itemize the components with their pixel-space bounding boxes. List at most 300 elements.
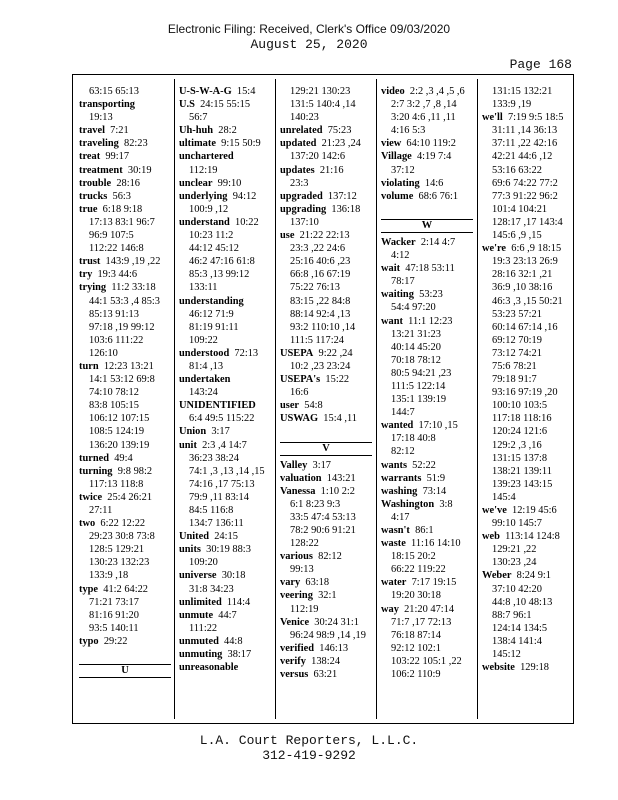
entry-word: try <box>79 269 93 281</box>
entry-word: underlying <box>179 190 228 202</box>
index-entry <box>280 589 372 602</box>
entry-word: upgraded <box>280 190 323 202</box>
entry-refs: 114:4 <box>221 596 251 608</box>
entry-continuation: 111:22 <box>189 622 218 634</box>
index-entry <box>179 543 271 556</box>
entry-refs: 41:2 64:22 <box>98 583 148 595</box>
index-entry <box>79 491 171 504</box>
entry-continuation: 81:19 91:11 <box>189 321 239 333</box>
date-header: August 25, 2020 <box>250 37 368 52</box>
entry-word: typo <box>79 635 99 647</box>
entry-word: understanding <box>179 295 244 307</box>
entry-refs: 75:23 <box>322 125 352 137</box>
index-entry <box>280 642 372 655</box>
index-entry <box>179 137 271 150</box>
index-entry <box>179 648 271 661</box>
section-letter: U <box>79 664 171 678</box>
index-entry <box>280 347 372 360</box>
index-entry <box>381 459 473 472</box>
index-entry <box>79 635 171 648</box>
index-entry <box>381 498 473 511</box>
entry-continuation: 80:5 94:21 ,23 <box>391 367 452 379</box>
entry-continuation: 93:16 97:19 ,20 <box>492 387 558 399</box>
entry-word: units <box>179 544 201 556</box>
entry-word: unchartered <box>179 151 234 163</box>
index-entry <box>79 164 171 177</box>
index-column-3 <box>280 85 372 681</box>
entry-word: unmuted <box>179 635 219 647</box>
entry-continuation: 129:21 ,22 <box>492 544 537 556</box>
entry-word: way <box>381 603 399 615</box>
entry-word: U.S <box>179 99 195 111</box>
entry-continuation: 31:8 34:23 <box>189 583 234 595</box>
entry-refs: 14:6 <box>419 177 444 189</box>
entry-continuation: 36:9 ,10 38:16 <box>492 282 553 294</box>
entry-refs: 99:10 <box>212 177 242 189</box>
entry-word: turning <box>79 465 113 477</box>
entry-continuation: 54:4 97:20 <box>391 302 436 314</box>
entry-continuation: 37:10 42:20 <box>492 583 542 595</box>
entry-continuation: 25:16 40:6 ,23 <box>290 256 351 268</box>
entry-word: we're <box>482 243 507 255</box>
entry-refs: 44:8 <box>218 635 243 647</box>
entry-continuation: 92:12 102:1 <box>391 642 441 654</box>
entry-continuation: 78:2 90:6 91:21 <box>290 525 356 536</box>
entry-refs: 86:1 <box>409 525 434 536</box>
entry-continuation: 74:10 78:12 <box>89 387 139 399</box>
entry-continuation: 101:4 104:21 <box>492 203 548 215</box>
entry-refs: 6:18 9:18 <box>97 203 143 215</box>
index-entry <box>79 203 171 216</box>
index-entry <box>79 583 171 596</box>
spacer <box>280 425 372 438</box>
index-entry <box>482 661 574 674</box>
index-entry <box>381 262 473 275</box>
entry-refs: 30:24 31:1 <box>309 616 359 628</box>
entry-word: user <box>280 400 300 412</box>
entry-continuation: 23:3 ,22 24:6 <box>290 243 346 255</box>
index-column-4 <box>381 85 473 681</box>
entry-refs: 19:3 44:6 <box>92 269 138 281</box>
entry-refs: 29:22 <box>98 635 128 647</box>
entry-word: volume <box>381 190 414 202</box>
index-box <box>72 74 574 724</box>
entry-refs: 28:16 <box>111 177 141 189</box>
entry-refs: 63:21 <box>308 669 338 681</box>
entry-continuation: 85:3 ,13 99:12 <box>189 269 250 281</box>
entry-refs: 10:22 <box>229 216 259 228</box>
index-entry <box>280 229 372 242</box>
index-entry <box>79 150 171 163</box>
entry-refs: 7:21 <box>104 125 129 137</box>
entry-word: unclear <box>179 177 213 189</box>
entry-continuation: 79:18 91:7 <box>492 374 537 386</box>
entry-refs: 25:4 26:21 <box>102 491 153 503</box>
index-entry <box>179 635 271 648</box>
footer-company: L.A. Court Reporters, L.L.C. <box>199 733 419 748</box>
entry-word: Washington <box>381 498 435 510</box>
entry-word: updates <box>280 164 315 176</box>
entry-word: wait <box>381 263 401 275</box>
index-entry <box>482 242 574 255</box>
entry-word: trust <box>79 256 101 268</box>
entry-refs: 30:19 <box>122 164 152 176</box>
entry-continuation: 27:11 <box>89 505 113 516</box>
index-entry <box>280 124 372 137</box>
index-entry <box>79 137 171 150</box>
entry-continuation: 109:20 <box>189 557 218 569</box>
entry-continuation: 83:15 ,22 84:8 <box>290 295 351 307</box>
entry-continuation: 70:18 78:12 <box>391 354 441 366</box>
entry-word: vary <box>280 577 301 589</box>
entry-refs: 63:18 <box>300 577 330 589</box>
entry-word: wasn't <box>381 525 410 536</box>
entry-refs: 113:14 124:8 <box>499 531 560 543</box>
entry-continuation: 37:11 ,22 42:16 <box>492 138 558 150</box>
entry-refs: 9:22 ,24 <box>313 347 353 359</box>
entry-continuation: 16:6 <box>290 387 309 399</box>
entry-continuation: 69:12 70:19 <box>492 334 542 346</box>
entry-refs: 138:24 <box>305 655 341 667</box>
entry-continuation: 100:10 103:5 <box>492 400 548 412</box>
entry-continuation: 93:5 140:11 <box>89 622 139 634</box>
entry-continuation: 71:7 ,17 72:13 <box>391 616 452 628</box>
entry-continuation: 131:15 137:8 <box>492 452 548 464</box>
entry-word: verified <box>280 642 315 654</box>
entry-continuation: 29:23 30:8 73:8 <box>89 531 155 543</box>
entry-refs: 11:1 12:23 <box>402 315 453 327</box>
entry-continuation: 145:4 <box>492 491 516 503</box>
entry-refs: 53:23 <box>413 289 443 301</box>
index-entry <box>280 412 372 425</box>
entry-refs: 11:2 33:18 <box>106 282 156 294</box>
entry-refs: 3:8 <box>434 498 453 510</box>
entry-refs: 38:17 <box>222 649 252 661</box>
entry-word: true <box>79 203 98 215</box>
entry-refs: 30:19 88:3 <box>200 544 251 556</box>
entry-word: transporting <box>79 99 135 111</box>
entry-continuation: 100:9 ,12 <box>189 203 229 215</box>
entry-continuation: 85:13 91:13 <box>89 308 139 320</box>
entry-continuation: 81:16 91:20 <box>89 609 139 621</box>
entry-continuation: 31:11 ,14 36:13 <box>492 125 558 137</box>
entry-continuation: 117:18 118:16 <box>492 413 552 425</box>
entry-word: treat <box>79 151 101 163</box>
entry-word: Valley <box>280 459 308 471</box>
index-entry <box>280 576 372 589</box>
entry-word: washing <box>381 485 418 497</box>
entry-refs: 143:9 ,19 ,22 <box>100 256 161 268</box>
entry-continuation: 4:12 <box>391 250 410 262</box>
index-entry <box>482 569 574 582</box>
index-entry <box>79 177 171 190</box>
index-entry <box>179 530 271 543</box>
entry-refs: 2:2 ,3 ,4 ,5 ,6 <box>404 86 465 97</box>
entry-refs: 4:19 7:4 <box>411 151 452 163</box>
filing-header: Electronic Filing: Received, Clerk's Office 09/03/2020 <box>167 22 451 36</box>
index-entry <box>280 616 372 629</box>
entry-continuation: 117:13 118:8 <box>89 478 144 490</box>
entry-word: versus <box>280 669 309 681</box>
entry-continuation: 53:23 57:21 <box>492 308 542 320</box>
entry-refs: 136:18 <box>326 203 361 215</box>
entry-continuation: 19:20 30:18 <box>391 590 441 602</box>
entry-refs: 15:4 ,11 <box>318 413 357 425</box>
entry-refs: 32:1 <box>312 590 337 602</box>
entry-continuation: 133:9 ,18 <box>89 570 129 582</box>
entry-continuation: 77:3 91:22 96:2 <box>492 190 558 202</box>
entry-refs: 21:16 <box>314 164 344 176</box>
index-entry <box>179 295 271 308</box>
entry-word: USEPA's <box>280 374 321 386</box>
index-entry <box>381 603 473 616</box>
index-entry <box>280 399 372 412</box>
entry-refs: 21:22 22:13 <box>294 230 350 242</box>
entry-continuation: 138:21 139:11 <box>492 465 552 477</box>
entry-refs: 9:15 50:9 <box>215 138 261 150</box>
entry-continuation: 56:7 <box>189 112 208 124</box>
entry-refs: 21:20 47:14 <box>398 603 455 615</box>
index-entry <box>179 98 271 111</box>
entry-continuation: 17:13 83:1 96:7 <box>89 216 155 228</box>
entry-continuation: 28:16 32:1 ,21 <box>492 269 553 281</box>
entry-continuation: 71:21 73:17 <box>89 596 139 608</box>
index-entry <box>381 177 473 190</box>
entry-word: twice <box>79 491 103 503</box>
entry-refs: 6:22 12:22 <box>95 518 146 530</box>
entry-refs: 44:7 <box>213 609 237 621</box>
entry-continuation: 111:5 122:14 <box>391 380 446 392</box>
entry-continuation: 33:5 47:4 53:13 <box>290 511 356 523</box>
column-divider <box>174 79 175 719</box>
entry-refs: 47:18 53:11 <box>400 263 455 275</box>
entry-continuation: 10:2 ,23 23:24 <box>290 360 351 372</box>
entry-continuation: 60:14 67:14 ,16 <box>492 321 558 333</box>
entry-refs: 99:17 <box>100 151 130 163</box>
entry-word: USWAG <box>280 413 319 425</box>
entry-continuation: 131:15 132:21 <box>492 86 553 97</box>
index-entry <box>179 439 271 452</box>
entry-word: Wacker <box>381 236 416 248</box>
entry-refs: 24:15 <box>209 531 238 543</box>
entry-continuation: 63:15 65:13 <box>89 86 139 97</box>
entry-word: Village <box>381 151 412 163</box>
entry-word: unit <box>179 439 197 451</box>
entry-refs: 51:9 <box>421 472 446 484</box>
index-entry <box>179 596 271 609</box>
entry-continuation: 37:12 <box>391 164 415 176</box>
entry-refs: 3:17 <box>206 426 230 438</box>
entry-word: verify <box>280 655 306 667</box>
index-entry <box>179 190 271 203</box>
entry-word: understand <box>179 216 230 228</box>
entry-continuation: 75:6 78:21 <box>492 360 537 372</box>
entry-continuation: 131:5 140:4 ,14 <box>290 99 356 111</box>
entry-continuation: 130:23 132:23 <box>89 557 150 569</box>
index-entry <box>280 550 372 563</box>
entry-continuation: 79:9 ,11 83:14 <box>189 491 249 503</box>
index-entry <box>179 399 271 412</box>
entry-refs: 52:22 <box>406 459 436 471</box>
index-entry <box>381 472 473 485</box>
entry-continuation: 136:20 139:19 <box>89 439 150 451</box>
entry-word: traveling <box>79 138 119 150</box>
entry-continuation: 13:21 31:23 <box>391 328 441 340</box>
entry-continuation: 18:15 20:2 <box>391 551 436 563</box>
entry-continuation: 88:7 96:1 <box>492 609 532 621</box>
entry-continuation: 69:6 74:22 77:2 <box>492 177 558 189</box>
entry-refs: 6:6 ,9 18:15 <box>506 243 562 255</box>
entry-continuation: 129:2 ,3 ,16 <box>492 439 542 451</box>
entry-refs: 8:24 9:1 <box>511 570 551 582</box>
index-entry <box>179 177 271 190</box>
index-entry <box>381 236 473 249</box>
entry-continuation: 3:20 4:6 ,11 ,11 <box>391 112 456 124</box>
entry-word: we'll <box>482 112 503 124</box>
entry-continuation: 40:14 45:20 <box>391 341 441 353</box>
entry-word: want <box>381 315 403 327</box>
entry-word: water <box>381 577 407 589</box>
index-entry <box>179 609 271 622</box>
entry-continuation: 75:22 76:13 <box>290 282 340 294</box>
entry-continuation: 44:12 45:12 <box>189 243 239 255</box>
entry-word: travel <box>79 125 105 137</box>
entry-word: website <box>482 662 515 674</box>
entry-word: we've <box>482 505 507 516</box>
entry-continuation: 106:2 110:9 <box>391 669 441 681</box>
index-entry <box>79 190 171 203</box>
index-entry <box>79 98 171 111</box>
entry-refs: 82:23 <box>118 138 148 150</box>
index-entry <box>381 576 473 589</box>
entry-refs: 143:21 <box>321 472 356 484</box>
index-entry <box>280 190 372 203</box>
entry-continuation: 137:20 142:6 <box>290 151 346 163</box>
entry-word: updated <box>280 138 317 150</box>
entry-refs: 3:17 <box>307 459 331 471</box>
entry-continuation: 88:14 92:4 ,13 <box>290 308 351 320</box>
entry-word: unmuting <box>179 649 223 661</box>
entry-continuation: 133:9 ,19 <box>492 99 532 111</box>
entry-word: trying <box>79 282 107 294</box>
index-entry <box>79 268 171 281</box>
entry-word: United <box>179 531 210 543</box>
entry-continuation: 109:22 <box>189 334 218 346</box>
entry-word: view <box>381 138 402 150</box>
entry-word: turn <box>79 360 99 372</box>
entry-refs: 21:23 ,24 <box>316 138 361 150</box>
entry-word: Venice <box>280 616 310 628</box>
entry-word: waste <box>381 538 406 550</box>
entry-continuation: 99:13 <box>290 564 314 576</box>
entry-continuation: 10:23 11:2 <box>189 230 234 242</box>
entry-continuation: 112:19 <box>189 164 218 176</box>
entry-continuation: 93:2 110:10 ,14 <box>290 321 356 333</box>
entry-continuation: 81:4 ,13 <box>189 360 224 372</box>
entry-continuation: 120:24 121:6 <box>492 426 548 438</box>
entry-refs: 2:14 4:7 <box>415 236 456 248</box>
entry-continuation: 82:12 <box>391 446 415 458</box>
entry-refs: 7:19 9:5 18:5 <box>502 112 564 124</box>
index-entry <box>280 668 372 681</box>
entry-continuation: 137:10 <box>290 216 319 228</box>
entry-continuation: 74:16 ,17 75:13 <box>189 478 255 490</box>
entry-word: wanted <box>381 420 414 432</box>
entry-word: upgrading <box>280 203 327 215</box>
index-entry <box>482 530 574 543</box>
entry-continuation: 129:21 130:23 <box>290 86 351 97</box>
entry-continuation: 66:8 ,16 67:19 <box>290 269 351 281</box>
entry-refs: 129:18 <box>514 662 549 674</box>
entry-word: Union <box>179 426 207 438</box>
index-entry <box>280 472 372 485</box>
entry-continuation: 134:7 136:11 <box>189 518 244 530</box>
index-entry <box>381 524 473 537</box>
spacer <box>381 203 473 216</box>
index-entry <box>179 150 271 163</box>
entry-continuation: 4:16 5:3 <box>391 125 426 137</box>
column-divider <box>275 79 276 719</box>
entry-refs: 12:19 45:6 <box>506 505 557 516</box>
entry-continuation: 66:22 119:22 <box>391 564 446 576</box>
entry-word: two <box>79 518 96 530</box>
entry-refs: 30:18 <box>216 570 246 582</box>
index-entry <box>79 360 171 373</box>
entry-word: unlimited <box>179 596 222 608</box>
entry-continuation: 97:18 ,19 99:12 <box>89 321 155 333</box>
entry-word: undertaken <box>179 374 231 386</box>
entry-word: trouble <box>79 177 112 189</box>
entry-word: understood <box>179 347 230 359</box>
index-entry <box>179 569 271 582</box>
entry-continuation: 128:22 <box>290 538 319 550</box>
entry-refs: 68:6 76:1 <box>413 190 459 202</box>
index-entry <box>79 465 171 478</box>
entry-continuation: 124:14 134:5 <box>492 622 548 634</box>
entry-refs: 9:8 98:2 <box>112 465 153 477</box>
index-entry <box>280 203 372 216</box>
entry-continuation: 74:1 ,3 ,13 ,14 ,15 <box>189 465 265 477</box>
index-entry <box>381 485 473 498</box>
entry-continuation: 46:3 ,3 ,15 50:21 <box>492 295 563 307</box>
spacer <box>79 648 171 661</box>
entry-refs: 24:15 55:15 <box>194 99 251 111</box>
index-entry <box>381 85 473 98</box>
entry-continuation: 73:12 74:21 <box>492 347 542 359</box>
entry-continuation: 96:9 107:5 <box>89 230 134 242</box>
entry-word: valuation <box>280 472 322 484</box>
index-entry <box>179 373 271 386</box>
section-letter: W <box>381 219 473 233</box>
index-entry <box>79 517 171 530</box>
entry-continuation: 23:3 <box>290 177 309 189</box>
entry-continuation: 143:24 <box>189 387 218 399</box>
section-letter: V <box>280 442 372 456</box>
index-entry <box>482 504 574 517</box>
index-entry <box>79 124 171 137</box>
entry-continuation: 6:1 8:23 9:3 <box>290 498 341 510</box>
entry-word: U-S-W-A-G <box>179 86 232 97</box>
entry-continuation: 96:24 98:9 ,14 ,19 <box>290 629 366 641</box>
entry-continuation: 99:10 145:7 <box>492 518 542 530</box>
index-entry <box>280 485 372 498</box>
entry-continuation: 19:13 <box>89 112 113 124</box>
entry-continuation: 2:7 3:2 ,7 ,8 ,14 <box>391 99 457 111</box>
index-entry <box>381 315 473 328</box>
entry-continuation: 103:6 111:22 <box>89 334 144 346</box>
index-entry <box>482 111 574 124</box>
entry-continuation: 135:1 139:19 <box>391 394 447 406</box>
